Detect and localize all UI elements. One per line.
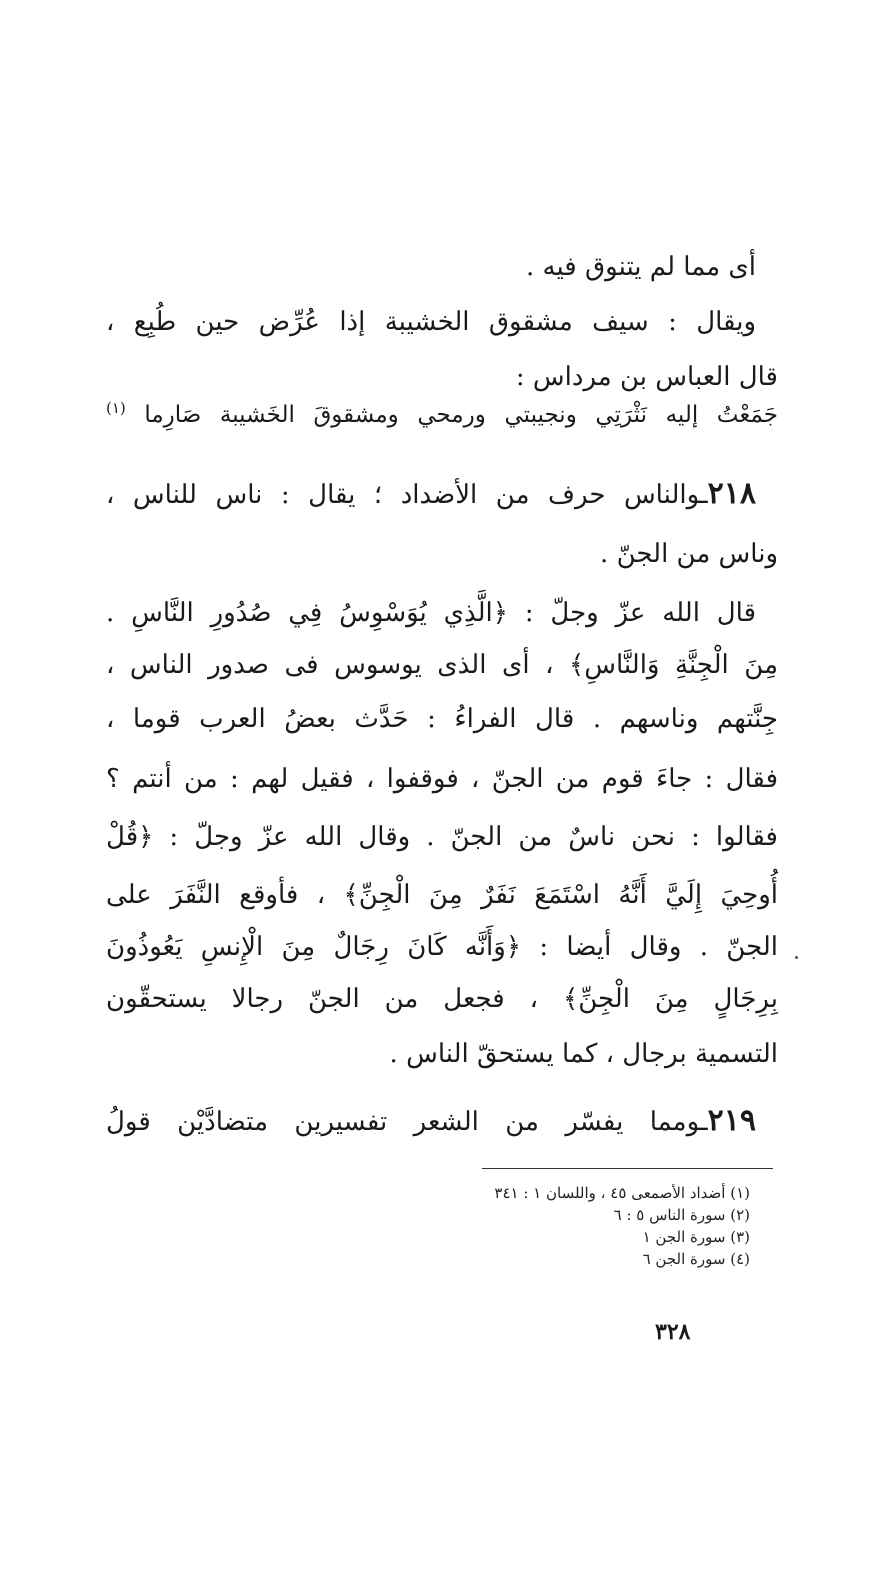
text-line (106, 364, 778, 390)
text-line (106, 309, 756, 335)
text-line (106, 1041, 778, 1067)
text-line (106, 600, 756, 626)
footnote: (٣) سورة الجن ١ (642, 1228, 750, 1246)
entry-dash: ـ (700, 480, 708, 510)
entry-number: ٢١٨ (707, 476, 756, 511)
text-line-content: ومما يفسّر من الشعر تفسيرين متضادَّيْن قولُ (106, 1107, 701, 1137)
text-line (106, 541, 778, 567)
text-line (106, 882, 778, 908)
footnote: (٢) سورة الناس ٥ : ٦ (613, 1206, 750, 1224)
text-line-content: والناس حرف من الأضداد ؛ يقال : ناس للناس ، (106, 480, 701, 510)
text-line (106, 824, 778, 850)
footnote-mark: (١) (106, 399, 126, 417)
page-number: ٣٢٨ (655, 1319, 691, 1345)
text-line (106, 706, 778, 732)
footnote: (٤) سورة الجن ٦ (642, 1250, 750, 1268)
text-line (106, 766, 778, 792)
entry-number: ٢١٩ (707, 1103, 756, 1138)
text-line (106, 986, 778, 1012)
text-line-content: الجنّ . وقال أيضا : ﴿وَأَنَّه كَانَ رِجَالٌ مِنَ الْإِنسِ يَعُوذُونَ (106, 932, 778, 962)
footnote: (١) أضداد الأصمعى ٤٥ ، واللسان ١ : ٣٤١ (494, 1184, 750, 1202)
text-line-content: التسمية برجال ، كما يستحقّ الناس . (389, 1039, 778, 1069)
text-line-content: أى مما لم يتنوق فيه . (525, 252, 756, 282)
entry-heading-line (106, 476, 756, 511)
text-line-content: ويقال : سيف مشقوق الخشيبة إذا عُرِّض حين طُبِع ، (106, 307, 756, 337)
text-line-content: مِنَ الْجِنَّةِ وَالنَّاسِ﴾ ، أى الذى يوسوس فى صدور الناس ، (106, 650, 778, 680)
text-line-content: فقالوا : نحن ناسٌ من الجنّ . وقال الله عزّ وجلّ : ﴿قُلْ (106, 822, 778, 852)
entry-heading-line (106, 1103, 756, 1138)
text-line-content: أُوحِيَ إِلَيَّ أَنَّهُ اسْتَمَعَ نَفَرٌ مِنَ الْجِنِّ﴾ ، فأوقع النَّفَرَ على (106, 880, 778, 910)
verse-line-content: جَمَعْتُ إليه نَثْرَتِي ونجيبتي ورمحي ومشقوقَ الخَشيبة صَارِما (144, 402, 779, 428)
footnote-separator (482, 1168, 773, 1169)
entry-dash: ـ (700, 1107, 708, 1137)
text-line (106, 652, 778, 678)
text-line-content: قال العباس بن مرداس : (515, 362, 778, 392)
text-line-content: بِرِجَالٍ مِنَ الْجِنِّ﴾ ، فجعل من الجنّ رجالا يستحقّون (106, 984, 778, 1014)
text-line-content: قال الله عزّ وجلّ : ﴿الَّذِي يُوَسْوِسُ فِي صُدُورِ النَّاسِ . (106, 598, 756, 628)
verse-line (106, 399, 779, 428)
text-line-content: وناس من الجنّ . (600, 539, 778, 569)
print-speck (795, 956, 798, 959)
text-line (106, 934, 778, 960)
text-line-content: جِنَّتهم وناسهم . قال الفراءُ : حَدَّث بعضُ العرب قوما ، (106, 704, 778, 734)
text-line (106, 254, 756, 280)
text-line-content: فقال : جاءَ قوم من الجنّ ، فوقفوا ، فقيل لهم : من أنتم ؟ (106, 764, 778, 794)
